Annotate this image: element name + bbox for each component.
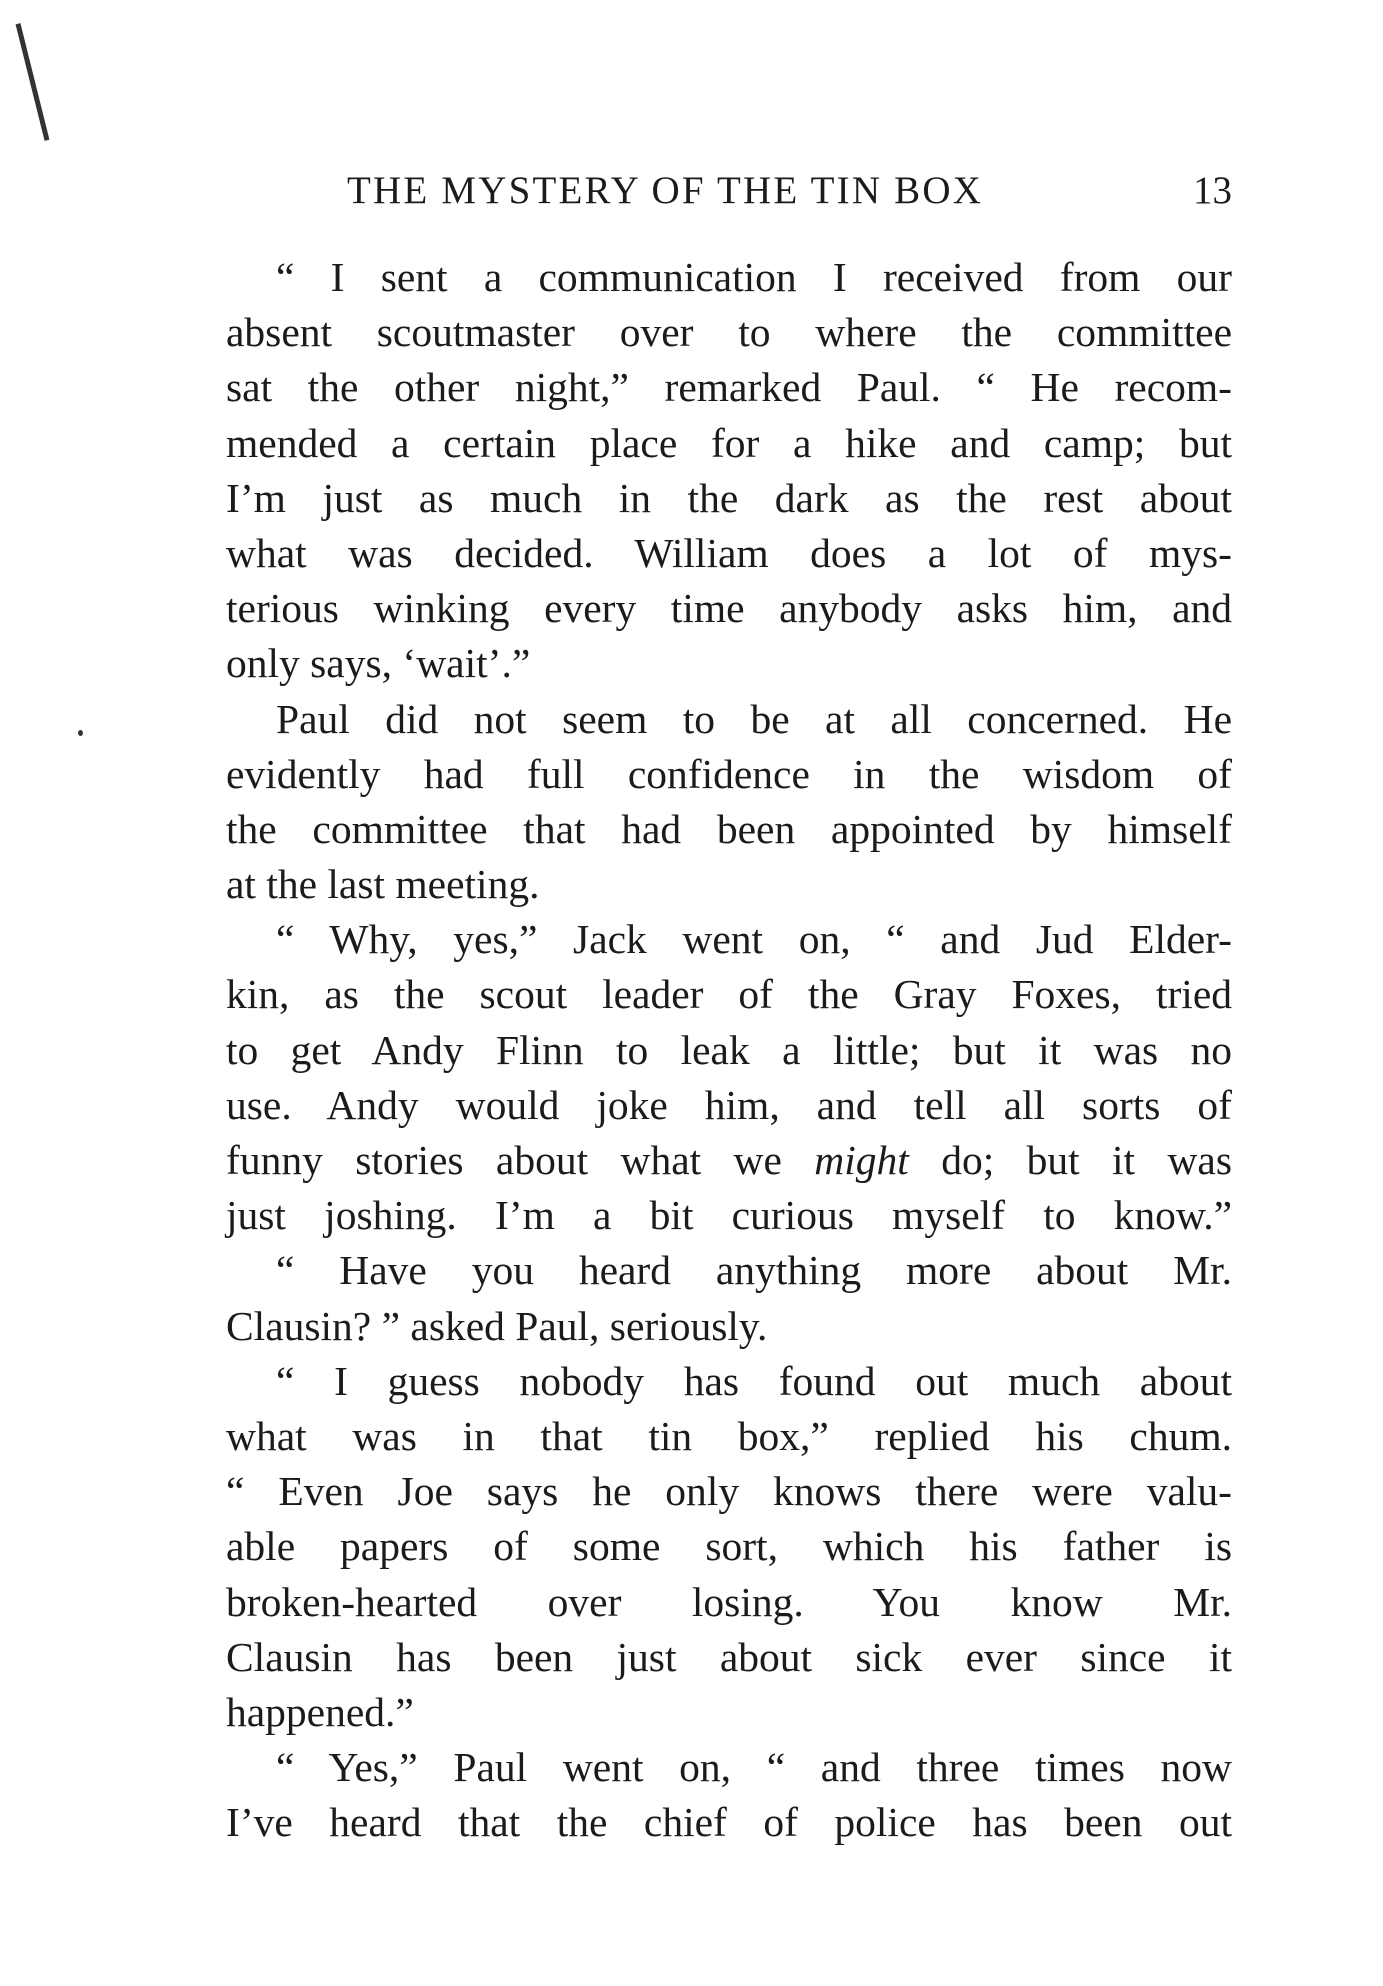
text-line: Clausin has been just about sick ever since it — [226, 1633, 1232, 1680]
text-line: what was decided. William does a lot of mys- — [226, 529, 1232, 576]
text-line: “ Even Joe says he only knows there were valu- — [226, 1468, 1232, 1515]
text-line: just joshing. I’m a bit curious myself to know.” — [226, 1192, 1232, 1239]
running-header — [347, 168, 1232, 218]
text-line: “ I sent a communication I received from our — [276, 254, 1232, 300]
text-line: mended a certain place for a hike and camp; but — [226, 419, 1232, 466]
text-line: evidently had full confidence in the wisdom of — [226, 750, 1232, 797]
text-line-with-italic — [226, 1133, 1232, 1188]
text-line: Paul did not seem to be at all concerned. He — [276, 695, 1232, 742]
text-line: “ Why, yes,” Jack went on, “ and Jud Elder- — [276, 916, 1232, 963]
text-line: able papers of some sort, which his father is — [226, 1523, 1232, 1570]
text-line: to get Andy Flinn to leak a little; but it was no — [226, 1026, 1232, 1073]
running-title: THE MYSTERY OF THE TIN BOX — [347, 169, 984, 212]
italic-word: might — [814, 1137, 909, 1183]
text-line: kin, as the scout leader of the Gray Foxes, tried — [226, 971, 1232, 1018]
body-text — [226, 250, 1232, 1850]
text-line: what was in that tin box,” replied his chum. — [226, 1412, 1232, 1459]
text-segment: do; but it was — [908, 1137, 1232, 1183]
text-line: sat the other night,” remarked Paul. “ He recom- — [226, 364, 1232, 411]
text-line: the committee that had been appointed by himself — [226, 805, 1232, 852]
text-line: “ Yes,” Paul went on, “ and three times now — [276, 1744, 1232, 1791]
text-segment: funny stories about what we — [226, 1137, 815, 1183]
text-line: happened.” — [226, 1688, 414, 1735]
text-line: I’ve heard that the chief of police has been out — [226, 1799, 1232, 1846]
text-line: at the last meeting. — [226, 861, 540, 908]
text-line: broken-hearted over losing. You know Mr. — [226, 1578, 1232, 1625]
text-line: “ I guess nobody has found out much about — [276, 1357, 1232, 1404]
page-number: 13 — [1193, 169, 1232, 212]
text-line: Clausin? ” asked Paul, seriously. — [226, 1302, 768, 1349]
text-line: terious winking every time anybody asks him, and — [226, 585, 1232, 632]
scan-mark — [16, 23, 50, 141]
text-line: I’m just as much in the dark as the rest about — [226, 474, 1232, 521]
scan-mark — [78, 730, 83, 736]
text-line: use. Andy would joke him, and tell all sorts of — [226, 1081, 1232, 1128]
text-line: only says, ‘wait’.” — [226, 640, 531, 687]
text-line: absent scoutmaster over to where the committee — [226, 309, 1232, 356]
text-line: “ Have you heard anything more about Mr. — [276, 1247, 1232, 1294]
